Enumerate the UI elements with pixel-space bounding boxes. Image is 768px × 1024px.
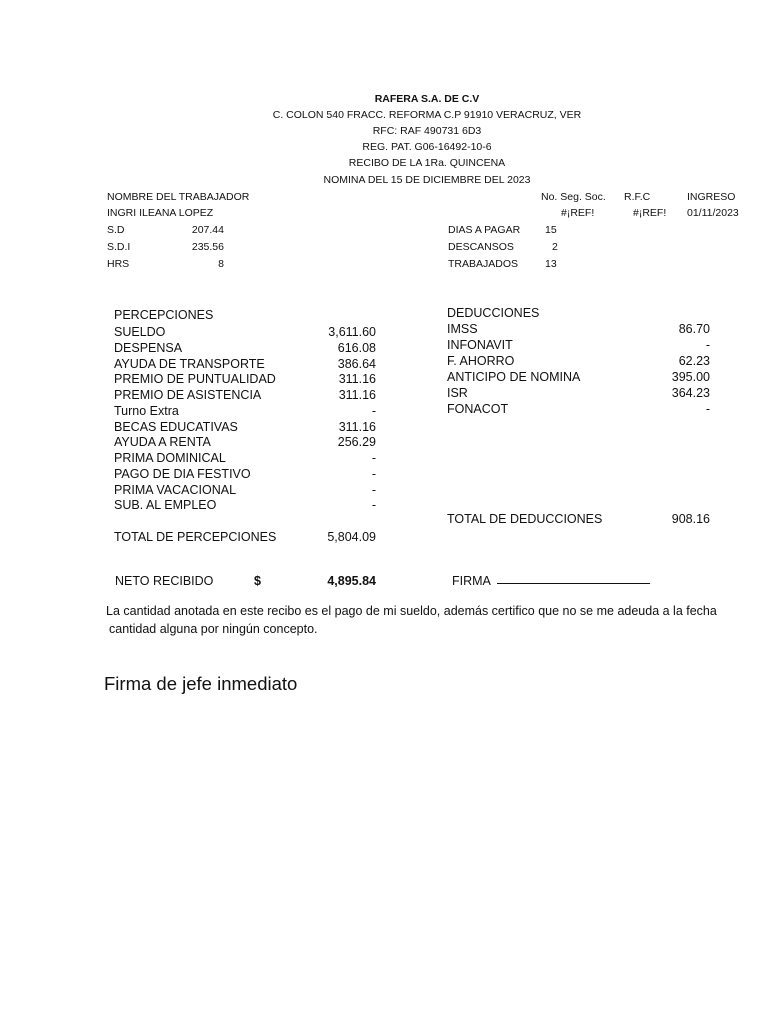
percepciones-row-value: 311.16 (338, 388, 376, 402)
deducciones-row-label: ANTICIPO DE NOMINA (447, 369, 581, 384)
percepciones-row-label: PRIMA DOMINICAL (114, 451, 226, 465)
dias-label: DIAS A PAGAR (448, 224, 521, 236)
descansos-label: DESCANSOS (448, 241, 514, 253)
total-percepciones-label: TOTAL DE PERCEPCIONES (114, 530, 277, 544)
percepciones-row-value: 311.16 (338, 419, 376, 434)
deducciones-row-label: IMSS (447, 322, 478, 336)
percepciones-row-label: DESPENSA (114, 340, 183, 355)
ingreso-value: 01/11/2023 (687, 207, 739, 219)
worker-name-label: NOMBRE DEL TRABAJADOR (107, 191, 250, 203)
percepciones-row-value: - (371, 482, 376, 497)
total-deducciones-label: TOTAL DE DEDUCCIONES (447, 512, 603, 526)
dias-value: 15 (545, 224, 557, 236)
total-percepciones-value: 5,804.09 (327, 530, 376, 544)
company-address: C. COLON 540 FRACC. REFORMA C.P 91910 VERACRUZ, VER (272, 109, 582, 121)
percepciones-row-label: AYUDA A RENTA (114, 435, 211, 450)
jefe-signature-label: Firma de jefe inmediato (104, 673, 298, 694)
deducciones-row-value: 395.00 (671, 369, 710, 384)
percepciones-row-label: PREMIO DE ASISTENCIA (114, 388, 262, 402)
descansos-value: 2 (552, 241, 558, 253)
percepciones-row-value: - (371, 403, 376, 418)
deducciones-row-label: F. AHORRO (447, 353, 515, 368)
rfc-value: #¡REF! (633, 207, 667, 219)
percepciones-title: PERCEPCIONES (114, 308, 214, 322)
hrs-value: 8 (218, 258, 224, 270)
percepciones-row-label: PRIMA VACACIONAL (114, 482, 237, 497)
percepciones-row-value: 616.08 (337, 340, 376, 355)
deducciones-row-value: - (705, 401, 710, 416)
percepciones-row-label: Turno Extra (114, 403, 179, 418)
disclaimer-line-2: cantidad alguna por ningún concepto. (109, 622, 318, 636)
percepciones-row-value: 311.16 (338, 372, 376, 387)
nss-value: #¡REF! (561, 207, 595, 219)
sd-label: S.D (107, 224, 125, 236)
ingreso-label: INGRESO (687, 191, 736, 203)
worker-name: INGRI ILEANA LOPEZ (107, 207, 214, 219)
percepciones-row-value: 386.64 (337, 356, 376, 371)
deducciones-row-value: 364.23 (671, 385, 710, 400)
percepciones-row-label: BECAS EDUCATIVAS (114, 419, 238, 434)
deducciones-row-label: FONACOT (447, 401, 509, 416)
hrs-label: HRS (107, 258, 130, 270)
percepciones-row-value: - (371, 498, 376, 513)
percepciones-row-label: AYUDA DE TRANSPORTE (114, 356, 265, 371)
percepciones-row-label: SUELDO (114, 325, 166, 339)
neto-currency: $ (254, 574, 261, 588)
deducciones-row-value: - (705, 337, 710, 352)
percepciones-row-label: PREMIO DE PUNTUALIDAD (114, 372, 276, 387)
disclaimer-line-1: La cantidad anotada en este recibo es el pago de mi sueldo, además certifico que no se me adeuda a la fecha (106, 604, 717, 618)
firma-label: FIRMA (452, 574, 491, 588)
sd-value: 207.44 (191, 224, 224, 236)
percepciones-row-value: 256.29 (337, 435, 376, 450)
percepciones-row-value: - (371, 451, 376, 465)
recibo-title: RECIBO DE LA 1Ra. QUINCENA (348, 157, 506, 169)
deducciones-row-value: 62.23 (678, 353, 710, 368)
deducciones-row-label: ISR (447, 385, 468, 400)
company-reg-pat: REG. PAT. G06-16492-10-6 (362, 141, 492, 153)
percepciones-row-value: 3,611.60 (328, 325, 376, 339)
deducciones-row-value: 86.70 (678, 322, 710, 336)
percepciones-row-label: SUB. AL EMPLEO (114, 498, 217, 513)
firma-signature-line (497, 583, 650, 584)
nss-label: No. Seg. Soc. (541, 191, 606, 203)
deducciones-row-label: INFONAVIT (447, 337, 513, 352)
sdi-label: S.D.I (107, 241, 131, 253)
neto-value: 4,895.84 (327, 574, 376, 588)
company-rfc: RFC: RAF 490731 6D3 (372, 125, 482, 137)
neto-label: NETO RECIBIDO (115, 574, 214, 588)
company-name: RAFERA S.A. DE C.V (374, 93, 480, 105)
sdi-value: 235.56 (191, 241, 224, 253)
trabajados-label: TRABAJADOS (448, 258, 519, 270)
deducciones-title: DEDUCCIONES (447, 306, 540, 320)
percepciones-row-label: PAGO DE DIA FESTIVO (114, 466, 251, 481)
rfc-label: R.F.C (624, 191, 651, 203)
total-deducciones-value: 908.16 (671, 512, 710, 526)
trabajados-value: 13 (545, 258, 557, 270)
percepciones-row-value: - (371, 466, 376, 481)
nomina-date: NOMINA DEL 15 DE DICIEMBRE DEL 2023 (323, 174, 531, 186)
